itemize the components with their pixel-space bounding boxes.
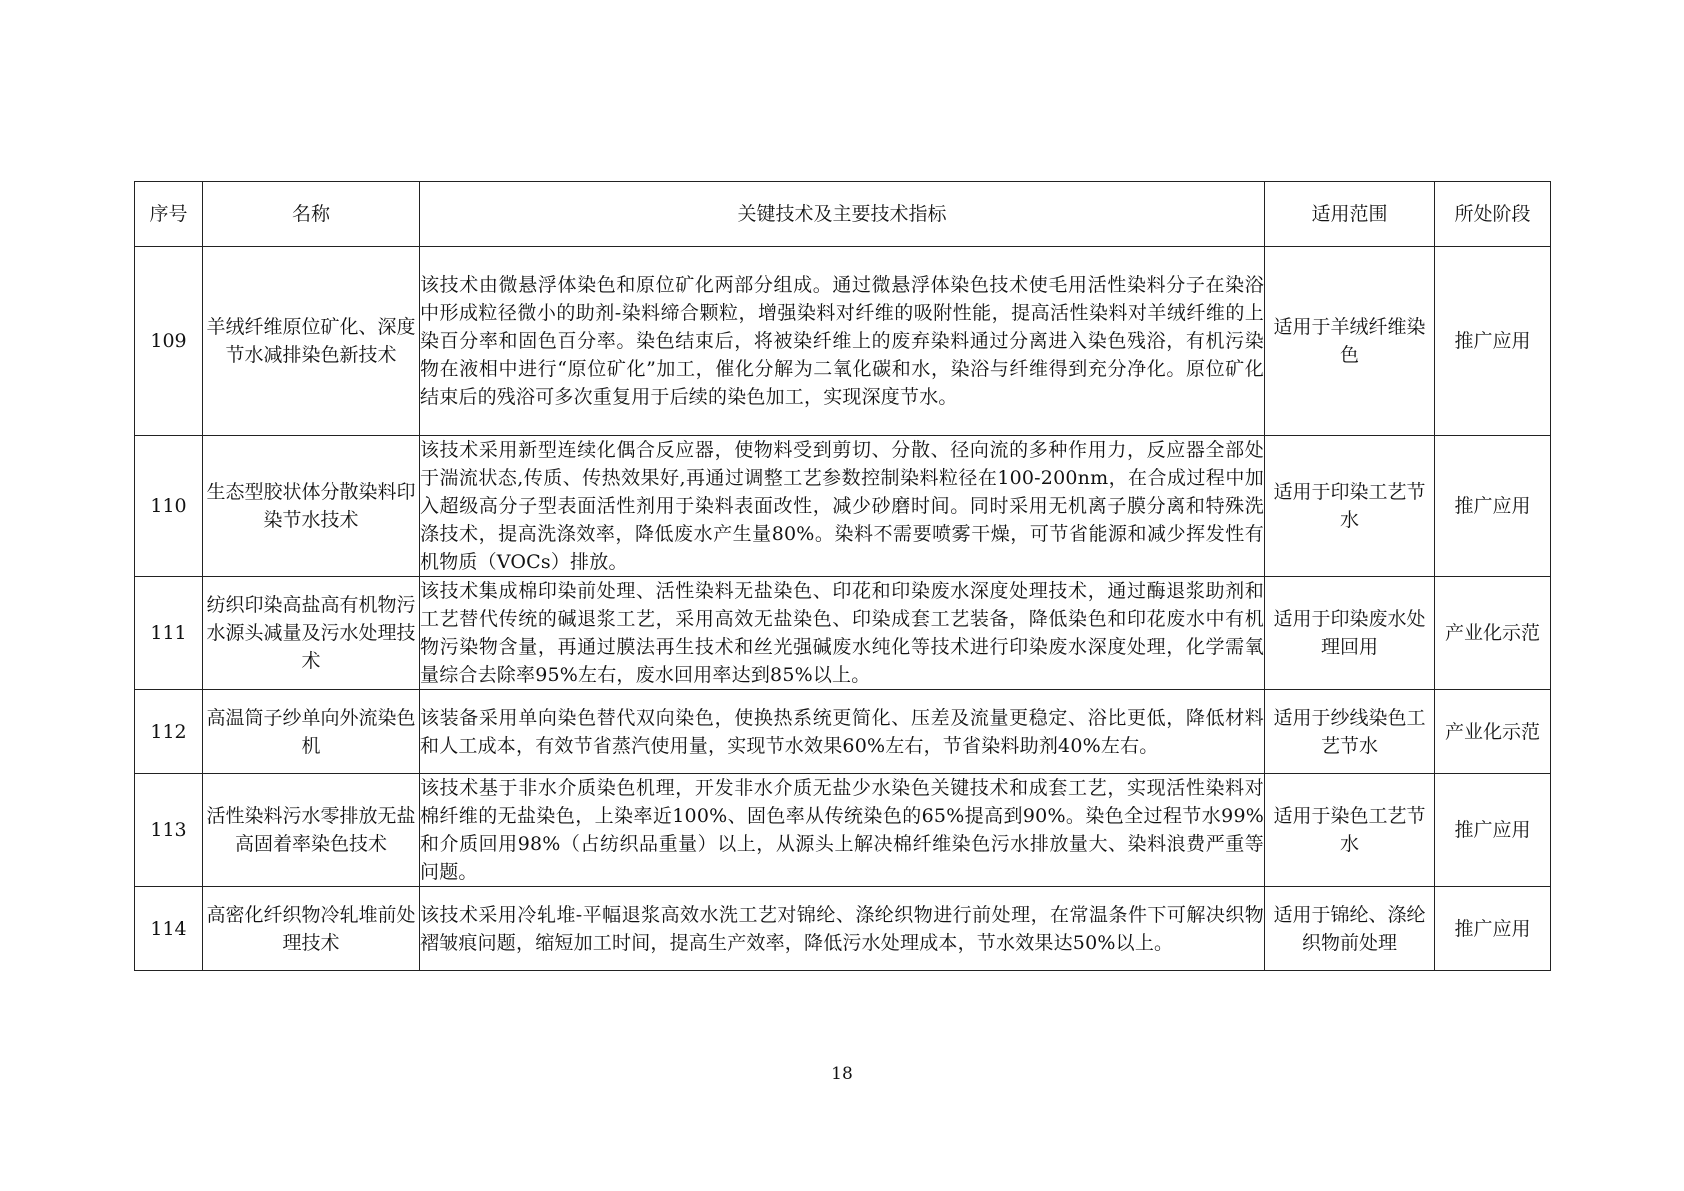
technology-description: 该技术基于非水介质染色机理，开发非水介质无盐少水染色关键技术和成套工艺，实现活性染料对棉纤维的无盐染色，上染率近100%、固色率从传统染色的65%提高到90%。染色全过程节水99%和介质回用98%（占纺织品重量）以上，从源头上解决棉纤维染色污水排放量大、染料浪费严重等问题。 [420,774,1265,887]
application-scope: 适用于纱线染色工艺节水 [1265,690,1435,774]
row-number: 111 [135,577,203,690]
application-scope: 适用于印染废水处理回用 [1265,577,1435,690]
technology-description: 该技术集成棉印染前处理、活性染料无盐染色、印花和印染废水深度处理技术，通过酶退浆助剂和工艺替代传统的碱退浆工艺，采用高效无盐染色、印染成套工艺装备，降低染色和印花废水中有机物污染物含量，再通过膜法再生技术和丝光强碱废水纯化等技术进行印染废水深度处理，化学需氧量综合去除率95%左右，废水回用率达到85%以上。 [420,577,1265,690]
row-number: 114 [135,887,203,971]
technology-description: 该技术由微悬浮体染色和原位矿化两部分组成。通过微悬浮体染色技术使毛用活性染料分子在染浴中形成粒径微小的助剂-染料缔合颗粒，增强染料对纤维的吸附性能，提高活性染料对羊绒纤维的上染百分率和固色百分率。染色结束后，将被染纤维上的废弃染料通过分离进入染色残浴，有机污染物在液相中进行“原位矿化”加工，催化分解为二氧化碳和水，染浴与纤维得到充分净化。原位矿化结束后的残浴可多次重复用于后续的染色加工，实现深度节水。 [420,247,1265,436]
development-stage: 产业化示范 [1435,690,1551,774]
technology-description: 该技术采用冷轧堆-平幅退浆高效水洗工艺对锦纶、涤纶织物进行前处理，在常温条件下可解决织物褶皱痕问题，缩短加工时间，提高生产效率，降低污水处理成本，节水效果达50%以上。 [420,887,1265,971]
development-stage: 推广应用 [1435,774,1551,887]
table-row [135,436,1551,577]
development-stage: 推广应用 [1435,436,1551,577]
row-number: 110 [135,436,203,577]
technology-name: 高温筒子纱单向外流染色机 [203,690,420,774]
table-row [135,774,1551,887]
development-stage: 产业化示范 [1435,577,1551,690]
technology-description: 该装备采用单向染色替代双向染色，使换热系统更简化、压差及流量更稳定、浴比更低，降低材料和人工成本，有效节省蒸汽使用量，实现节水效果60%左右，节省染料助剂40%左右。 [420,690,1265,774]
page-number: 18 [831,1064,853,1084]
technology-description: 该技术采用新型连续化偶合反应器，使物料受到剪切、分散、径向流的多种作用力，反应器全部处于湍流状态,传质、传热效果好,再通过调整工艺参数控制染料粒径在100-200nm，在合成过程中加入超级高分子型表面活性剂用于染料表面改性，减少砂磨时间。同时采用无机离子膜分离和特殊洗涤技术，提高洗涤效率，降低废水产生量80%。染料不需要喷雾干燥，可节省能源和减少挥发性有机物质（VOCs）排放。 [420,436,1265,577]
application-scope: 适用于锦纶、涤纶织物前处理 [1265,887,1435,971]
row-number: 109 [135,247,203,436]
header-stage: 所处阶段 [1435,182,1551,247]
application-scope: 适用于羊绒纤维染色 [1265,247,1435,436]
row-number: 112 [135,690,203,774]
table-header-row [135,182,1551,247]
technology-name: 高密化纤织物冷轧堆前处理技术 [203,887,420,971]
row-number: 113 [135,774,203,887]
header-desc: 关键技术及主要技术指标 [420,182,1265,247]
header-scope: 适用范围 [1265,182,1435,247]
table-row [135,577,1551,690]
technology-name: 生态型胶状体分散染料印染节水技术 [203,436,420,577]
development-stage: 推广应用 [1435,247,1551,436]
application-scope: 适用于染色工艺节水 [1265,774,1435,887]
technology-name: 活性染料污水零排放无盐高固着率染色技术 [203,774,420,887]
table-row [135,887,1551,971]
development-stage: 推广应用 [1435,887,1551,971]
header-no: 序号 [135,182,203,247]
table-row [135,690,1551,774]
application-scope: 适用于印染工艺节水 [1265,436,1435,577]
header-name: 名称 [203,182,420,247]
technology-table [134,181,1551,971]
table-row [135,247,1551,436]
technology-name: 羊绒纤维原位矿化、深度节水减排染色新技术 [203,247,420,436]
technology-name: 纺织印染高盐高有机物污水源头减量及污水处理技术 [203,577,420,690]
